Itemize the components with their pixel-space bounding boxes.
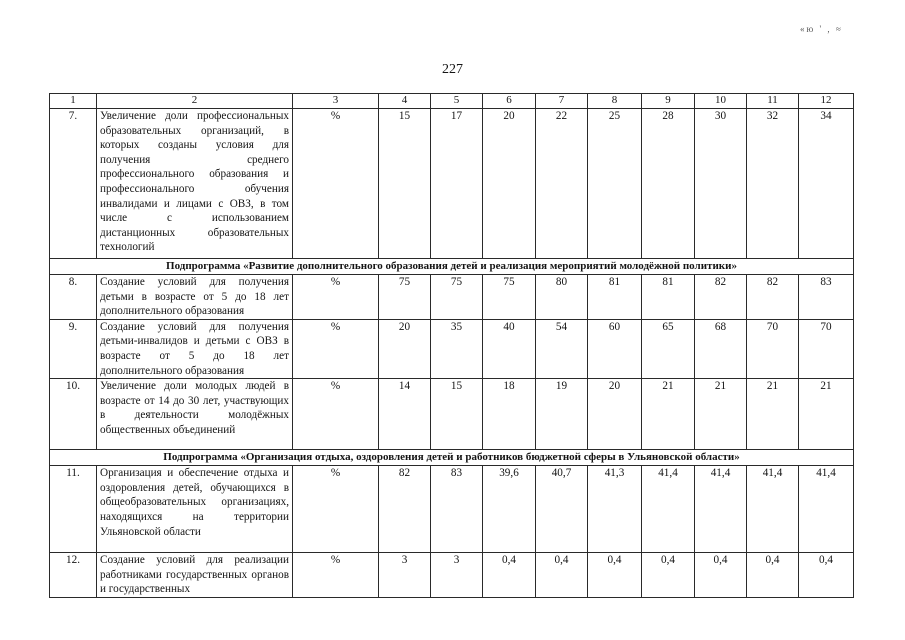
value-cell: 35 [431,319,483,378]
indicator-name: Организация и обеспечение отдыха и оздоровления детей, обучающихся в общеобразовательных организациях, находящихся на территории Ульяновской области [97,466,293,553]
value-cell: 83 [431,466,483,553]
value-cell: 0,4 [483,553,536,598]
unit-cell: % [293,109,379,259]
value-cell: 82 [747,275,799,320]
table-row [50,553,854,598]
row-number: 10. [50,379,97,450]
column-header: 6 [483,94,536,109]
indicator-name: Увеличение доли профессиональных образовательных организаций, в которых созданы условия для получения среднего профессионального образования и профессионального обучения инвалидами и лицами с ОВЗ, в том числе с использованием дистанционных образовательных технологий [97,109,293,259]
column-header: 5 [431,94,483,109]
value-cell: 19 [536,379,588,450]
value-cell: 21 [695,379,747,450]
value-cell: 81 [588,275,642,320]
value-cell: 75 [379,275,431,320]
unit-cell: % [293,553,379,598]
indicator-name: Создание условий для получения детьми в возрасте от 5 до 18 лет дополнительного образования [97,275,293,320]
value-cell: 40 [483,319,536,378]
value-cell: 15 [379,109,431,259]
value-cell: 75 [431,275,483,320]
scan-marks: «ю ' , ≈ [800,24,843,34]
value-cell: 70 [799,319,854,378]
value-cell: 82 [379,466,431,553]
column-header: 9 [642,94,695,109]
value-cell: 60 [588,319,642,378]
value-cell: 68 [695,319,747,378]
value-cell: 65 [642,319,695,378]
subprogram-row [50,450,854,466]
value-cell: 41,4 [799,466,854,553]
value-cell: 39,6 [483,466,536,553]
value-cell: 25 [588,109,642,259]
row-number: 12. [50,553,97,598]
column-header: 7 [536,94,588,109]
value-cell: 83 [799,275,854,320]
value-cell: 0,4 [695,553,747,598]
table-row [50,466,854,553]
value-cell: 18 [483,379,536,450]
value-cell: 41,4 [642,466,695,553]
value-cell: 20 [483,109,536,259]
subprogram-title: Подпрограмма «Организация отдыха, оздоровления детей и работников бюджетной сферы в Ульяновской области» [50,450,854,466]
page-number: 227 [442,62,463,77]
value-cell: 3 [431,553,483,598]
value-cell: 41,3 [588,466,642,553]
indicator-name: Увеличение доли молодых людей в возрасте от 14 до 30 лет, участвующих в деятельности молодёжных общественных объединений [97,379,293,450]
column-header: 11 [747,94,799,109]
column-header: 2 [97,94,293,109]
unit-cell: % [293,379,379,450]
row-number: 8. [50,275,97,320]
value-cell: 34 [799,109,854,259]
value-cell: 0,4 [747,553,799,598]
value-cell: 22 [536,109,588,259]
value-cell: 0,4 [588,553,642,598]
value-cell: 14 [379,379,431,450]
value-cell: 75 [483,275,536,320]
value-cell: 40,7 [536,466,588,553]
value-cell: 20 [379,319,431,378]
value-cell: 17 [431,109,483,259]
column-header: 1 [50,94,97,109]
table-row [50,379,854,450]
value-cell: 41,4 [747,466,799,553]
value-cell: 81 [642,275,695,320]
column-header: 4 [379,94,431,109]
value-cell: 28 [642,109,695,259]
value-cell: 82 [695,275,747,320]
value-cell: 70 [747,319,799,378]
table-row [50,319,854,378]
value-cell: 41,4 [695,466,747,553]
value-cell: 30 [695,109,747,259]
row-number: 9. [50,319,97,378]
unit-cell: % [293,275,379,320]
value-cell: 54 [536,319,588,378]
column-header: 10 [695,94,747,109]
indicator-name: Создание условий для получения детьми-инвалидов и детьми с ОВЗ в возрасте от 5 до 18 лет дополнительного образования [97,319,293,378]
value-cell: 15 [431,379,483,450]
header-row [50,94,854,109]
value-cell: 21 [642,379,695,450]
value-cell: 80 [536,275,588,320]
table-row [50,275,854,320]
column-header: 12 [799,94,854,109]
value-cell: 0,4 [642,553,695,598]
value-cell: 21 [799,379,854,450]
row-number: 11. [50,466,97,553]
value-cell: 0,4 [536,553,588,598]
value-cell: 0,4 [799,553,854,598]
table-body [50,109,854,598]
value-cell: 32 [747,109,799,259]
column-header: 3 [293,94,379,109]
column-header: 8 [588,94,642,109]
value-cell: 21 [747,379,799,450]
unit-cell: % [293,466,379,553]
value-cell: 20 [588,379,642,450]
row-number: 7. [50,109,97,259]
indicators-table [49,93,854,598]
indicator-name: Создание условий для реализации работниками государственных органов и государственных [97,553,293,598]
subprogram-title: Подпрограмма «Развитие дополнительного образования детей и реализация мероприятий молодёжной политики» [50,259,854,275]
value-cell: 3 [379,553,431,598]
subprogram-row [50,259,854,275]
unit-cell: % [293,319,379,378]
table-row [50,109,854,259]
